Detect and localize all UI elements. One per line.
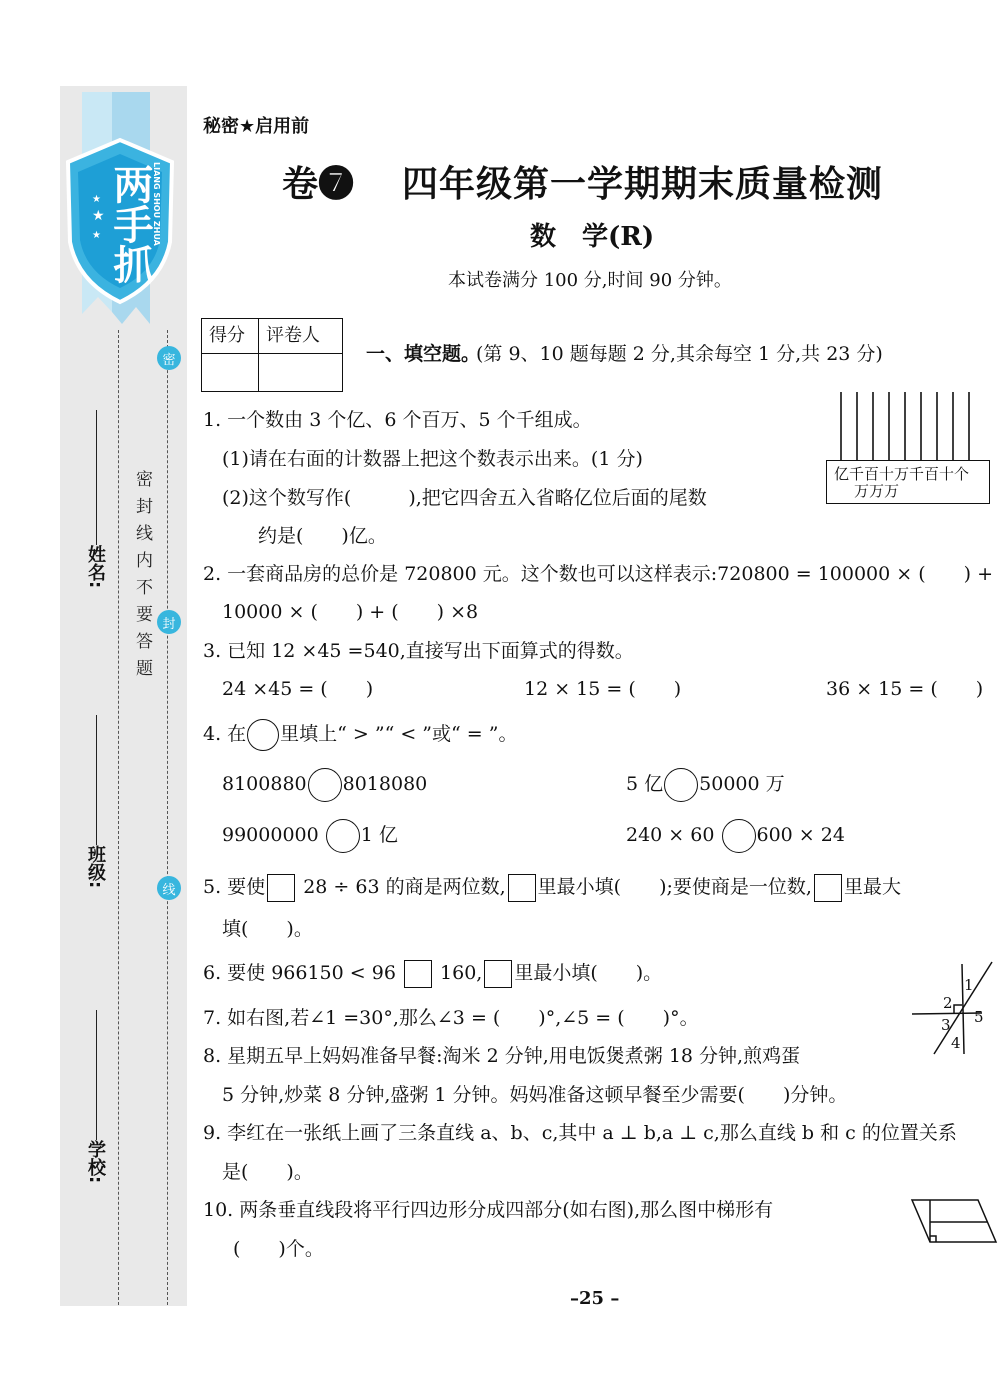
question-5-cont: 填( )。 — [222, 918, 313, 940]
digit-box-2[interactable] — [508, 874, 536, 902]
grader-header: 评卷人 — [266, 325, 320, 346]
subject-title: 数 学(R) — [530, 222, 655, 252]
question-1: 1. 一个数由 3 个亿、6 个百万、5 个千组成。 — [203, 409, 592, 431]
seal-dashed-line-right — [167, 330, 168, 1305]
page-number: –25 – — [570, 1288, 620, 1309]
compare-circle-2[interactable] — [664, 768, 698, 802]
seal-mark-mi: 密 — [157, 346, 181, 370]
score-table — [201, 318, 343, 392]
question-10: 10. 两条垂直线段将平行四边形分成四部分(如右图),那么图中梯形有 — [203, 1199, 774, 1221]
svg-text:★: ★ — [92, 230, 101, 241]
abacus-place-labels: 亿千百十万千百十个 — [834, 465, 970, 483]
logo-text: 两手抓 — [107, 164, 153, 284]
digit-box-4[interactable] — [404, 960, 432, 988]
parallelogram-icon — [910, 1196, 998, 1248]
compare-row-2: 5 亿 50000 万 — [626, 767, 785, 802]
angle-label-1: 1 — [964, 976, 974, 994]
compare-row-3: 99000000 1 亿 — [222, 818, 398, 853]
angle-label-5: 5 — [974, 1008, 984, 1026]
digit-box-3[interactable] — [814, 874, 842, 902]
digit-box-5[interactable] — [484, 960, 512, 988]
class-field[interactable] — [96, 715, 97, 845]
question-3-b: 12 × 15 = ( ) — [524, 678, 682, 700]
example-circle-icon — [247, 719, 279, 751]
compare-row-4: 240 × 60 600 × 24 — [626, 818, 845, 853]
question-8-cont: 5 分钟,炒菜 8 分钟,盛粥 1 分钟。妈妈准备这顿早餐至少需要( )分钟。 — [222, 1084, 848, 1106]
grader-cell[interactable] — [260, 355, 342, 391]
question-3-a: 24 ×45 = ( ) — [222, 678, 374, 700]
angle-label-2: 2 — [943, 994, 953, 1012]
exam-note: 本试卷满分 100 分,时间 90 分钟。 — [448, 270, 732, 291]
compare-circle-3[interactable] — [326, 819, 360, 853]
parallelogram-figure — [910, 1196, 998, 1248]
question-4: 4. 在 里填上“ > ”“ < ”或“ = ”。 — [203, 718, 517, 751]
seal-mark-xian: 线 — [157, 876, 181, 900]
seal-mark-feng: 封 — [157, 610, 181, 634]
school-label: 学校: — [85, 1140, 106, 1184]
question-1-part-1: (1)请在右面的计数器上把这个数表示出来。(1 分) — [222, 448, 643, 470]
question-9-cont: 是( )。 — [222, 1161, 313, 1183]
angle-figure — [912, 958, 996, 1058]
section-heading: 一、填空题。 — [366, 343, 481, 365]
svg-text:★: ★ — [92, 208, 105, 224]
question-2: 2. 一套商品房的总价是 720800 元。这个数也可以这样表示:720800 = 100000 × ( ) + — [203, 563, 994, 585]
question-8: 8. 星期五早上妈妈准备早餐:淘米 2 分钟,用电饭煲煮粥 18 分钟,煎鸡蛋 — [203, 1045, 801, 1067]
name-field[interactable] — [96, 410, 97, 545]
question-1-part-2: (2)这个数写作( ),把它四舍五入省略亿位后面的尾数 — [222, 487, 707, 509]
exam-number: 卷❼ — [282, 163, 355, 205]
question-10-cont: ( )个。 — [233, 1238, 324, 1260]
abacus-rods-icon — [826, 392, 990, 464]
question-3-c: 36 × 15 = ( ) — [826, 678, 984, 700]
score-header: 得分 — [209, 325, 245, 346]
score-cell[interactable] — [202, 355, 257, 391]
question-1-part-2-cont: 约是( )亿。 — [258, 525, 387, 547]
school-field[interactable] — [96, 1010, 97, 1140]
digit-box-1[interactable] — [267, 874, 295, 902]
question-6: 6. 要使 966150 < 96 160, 里最小填( )。 — [203, 958, 662, 988]
seal-warning: 密封线内不要答题 — [132, 470, 152, 686]
compare-row-1: 8100880 8018080 — [222, 767, 427, 802]
angle-label-3: 3 — [941, 1016, 951, 1034]
abacus-place-labels-2: 万万万 — [854, 482, 900, 500]
abacus-counter[interactable] — [826, 392, 990, 508]
section-detail: (第 9、10 题每题 2 分,其余每空 1 分,共 23 分) — [476, 343, 883, 365]
svg-text:★: ★ — [92, 194, 101, 205]
name-label: 姓名: — [85, 545, 106, 589]
angle-label-4: 4 — [951, 1034, 961, 1052]
question-5: 5. 要使 28 ÷ 63 的商是两位数, 里最小填( );要使商是一位数, 里最大 — [203, 872, 901, 902]
confidential-mark: 秘密★启用前 — [203, 116, 310, 137]
page-title: 四年级第一学期期末质量检测 — [402, 163, 884, 205]
question-7: 7. 如右图,若∠1 =30°,那么∠3 = ( )°,∠5 = ( )°。 — [203, 1007, 699, 1029]
question-9: 9. 李红在一张纸上画了三条直线 a、b、c,其中 a ⊥ b,a ⊥ c,那么直线 b 和 c 的位置关系 — [203, 1122, 957, 1144]
question-2-cont: 10000 × ( ) + ( ) ×8 — [222, 601, 479, 623]
question-3: 3. 已知 12 ×45 =540,直接写出下面算式的得数。 — [203, 640, 634, 662]
compare-circle-1[interactable] — [308, 768, 342, 802]
logo-badge — [62, 92, 178, 324]
seal-dashed-line-left — [118, 330, 119, 1305]
compare-circle-4[interactable] — [722, 819, 756, 853]
class-label: 班级: — [85, 845, 106, 889]
logo-pinyin: LIANG SHOU ZHUA — [152, 162, 161, 246]
